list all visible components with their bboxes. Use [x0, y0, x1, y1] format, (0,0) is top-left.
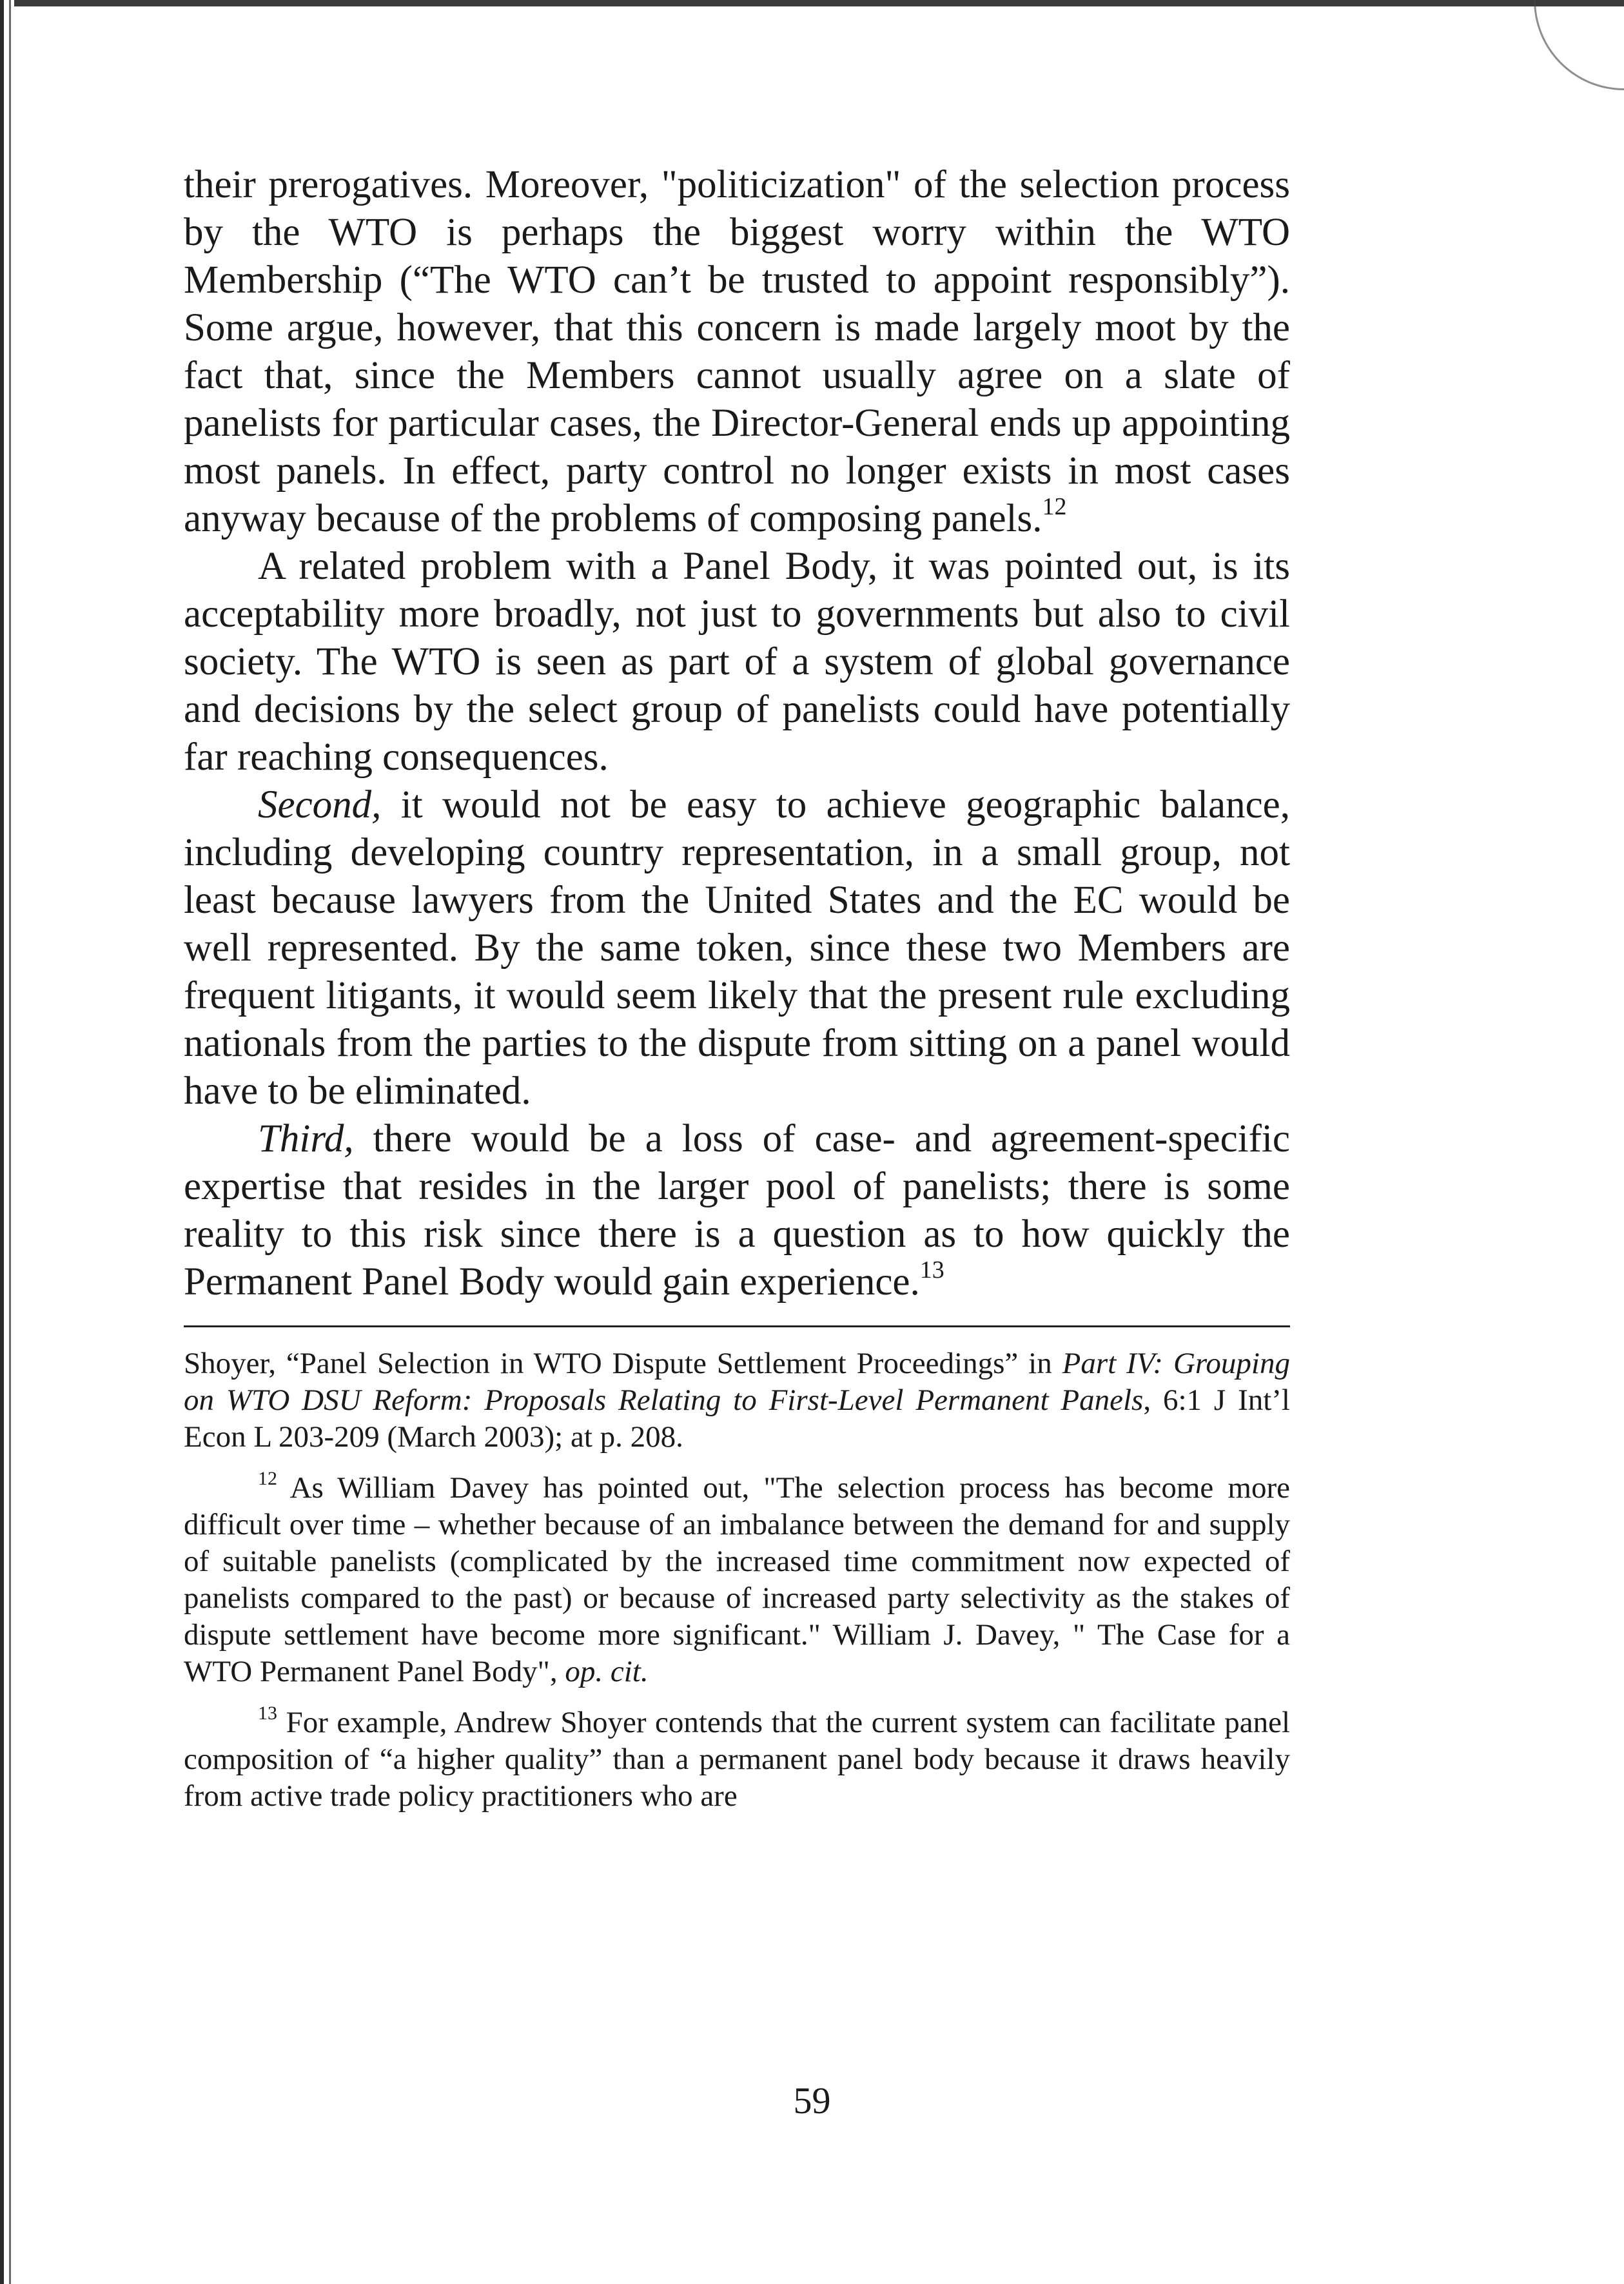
- paragraph-4-text: there would be a loss of case- and agreement-specific expertise that resides in the larger pool of panelists; there is some reality to this risk since there is a question as to how quickly the Permanent Panel Body would gain experience.: [184, 1117, 1290, 1303]
- footnote-11-text-b: , 6:1 J Int’l Econ L 203-209 (March 2003); at p. 208.: [184, 1383, 1290, 1454]
- paragraph-4: [184, 1115, 1290, 1306]
- footnote-11-text-a: Shoyer, “Panel Selection in WTO Dispute Settlement Proceedings” in: [184, 1347, 1062, 1380]
- main-text: [184, 161, 1290, 1306]
- footnote-12-text: As William Davey has pointed out, "The selection process has become more difficult over time – whether because of an imbalance between the demand for and supply of suitable panelists (complicated by the increased time commitment now expected of panelists compared to the past) or because of increased party selectivity as the stakes of dispute settlement have become more significant." William J. Davey, " The Case for a WTO Permanent Panel Body",: [184, 1471, 1290, 1688]
- page-content: [184, 161, 1290, 1829]
- scan-binding-edge: [0, 0, 14, 2284]
- scan-top-edge: [0, 0, 1624, 6]
- paragraph-1-text: their prerogatives. Moreover, "politicization" of the selection process by the WTO is perhaps the biggest worry within the WTO Membership (“The WTO can’t be trusted to appoint responsibly”). Some argue, however, that this concern is made largely moot by the fact that, since the Members cannot usually agree on a slate of panelists for particular cases, the Director-General ends up appointing most panels. In effect, party control no longer exists in most cases anyway because of the problems of composing panels.: [184, 163, 1290, 540]
- paragraph-1: [184, 161, 1290, 543]
- page-curl: [1534, 0, 1624, 90]
- footnote-11-title: Part IV: Grouping on WTO DSU Reform: Proposals Relating to First-Level Permanent Panels: [184, 1347, 1290, 1417]
- paragraph-3-lead: Second,: [258, 783, 382, 826]
- footnote-13: [184, 1704, 1290, 1815]
- footnotes: [184, 1345, 1290, 1815]
- paragraph-3: [184, 781, 1290, 1115]
- paragraph-4-lead: Third,: [258, 1117, 354, 1160]
- footnote-12: [184, 1470, 1290, 1690]
- paragraph-3-text: it would not be easy to achieve geographic balance, including developing country representation, in a small group, not least because lawyers from the United States and the EC would be well represented. By the same token, since these two Members are frequent litigants, it would seem likely that the present rule excluding nationals from the parties to the dispute from sitting on a panel would have to be eliminated.: [184, 783, 1290, 1113]
- footnote-13-text: For example, Andrew Shoyer contends that the current system can facilitate panel composition of “a higher quality” than a permanent panel body because it draws heavily from active trade policy practitioners who are: [184, 1706, 1290, 1813]
- footnote-11-continued: [184, 1345, 1290, 1456]
- paragraph-2: [184, 543, 1290, 781]
- footnote-12-number: 12: [258, 1468, 277, 1489]
- footnote-13-number: 13: [258, 1703, 277, 1724]
- footnote-ref-12: 12: [1042, 493, 1067, 520]
- paragraph-2-text: A related problem with a Panel Body, it was pointed out, is its acceptability more broadly, not just to governments but also to civil society. The WTO is seen as part of a system of global governance and decisions by the select group of panelists could have potentially far reaching consequences.: [184, 545, 1290, 779]
- footnote-12-citation: op. cit.: [565, 1655, 649, 1688]
- footnote-separator: [184, 1325, 1290, 1327]
- page-number: 59: [793, 2080, 831, 2122]
- footnote-ref-13: 13: [919, 1256, 944, 1284]
